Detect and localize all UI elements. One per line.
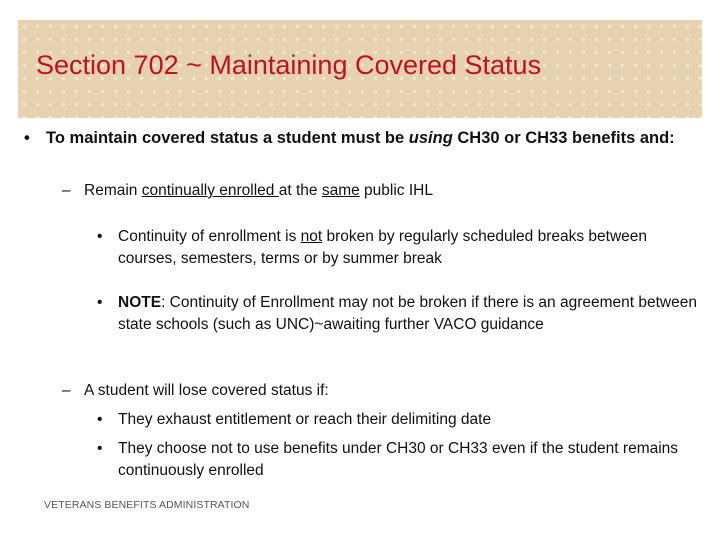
bullet-text	[46, 128, 706, 149]
bullet-marker: •	[97, 411, 103, 428]
text-part: broken by regularly scheduled breaks between courses, semesters, terms or by summer break	[118, 228, 648, 267]
third-bullet-text	[118, 292, 708, 336]
sub-bullet-text: A student will lose covered status if:	[84, 382, 329, 399]
dash-marker: –	[62, 382, 71, 399]
text-part: Continuity of enrollment is	[118, 228, 301, 245]
text-part: at the	[278, 182, 322, 199]
text-part: Remain	[84, 182, 142, 199]
text-underlined: continually enrolled	[141, 182, 279, 199]
bullet-text-part: To maintain covered status a student must be	[46, 129, 409, 147]
text-underlined: same	[321, 182, 360, 199]
bullet-marker: •	[97, 294, 103, 311]
third-bullet-text: They exhaust entitlement or reach their delimiting date	[118, 411, 492, 428]
text-underlined: not	[300, 228, 323, 245]
footer-text: VETERANS BENEFITS ADMINISTRATION	[44, 499, 250, 511]
third-bullet-text: They choose not to use benefits under CH30 or CH33 even if the student remains continuously enrolled	[118, 440, 679, 479]
bullet-marker: •	[97, 440, 103, 457]
sub-bullet-text	[84, 181, 704, 201]
text-part: public IHL	[359, 182, 433, 199]
third-bullet-text	[118, 226, 708, 270]
dash-marker: –	[62, 182, 71, 199]
bullet-marker: •	[97, 228, 103, 245]
text-part: : Continuity of Enrollment may not be broken if there is an agreement between state schools (such as UNC)~awaiting further VACO guidance	[118, 294, 697, 333]
note-label: NOTE	[118, 294, 162, 311]
slide-title: Section 702 ~ Maintaining Covered Status	[36, 50, 542, 80]
title-banner	[18, 20, 702, 118]
bullet-text-italic: using	[408, 129, 453, 147]
bullet-marker: •	[24, 129, 30, 147]
bullet-text-part: CH30 or CH33 benefits and:	[452, 129, 675, 147]
